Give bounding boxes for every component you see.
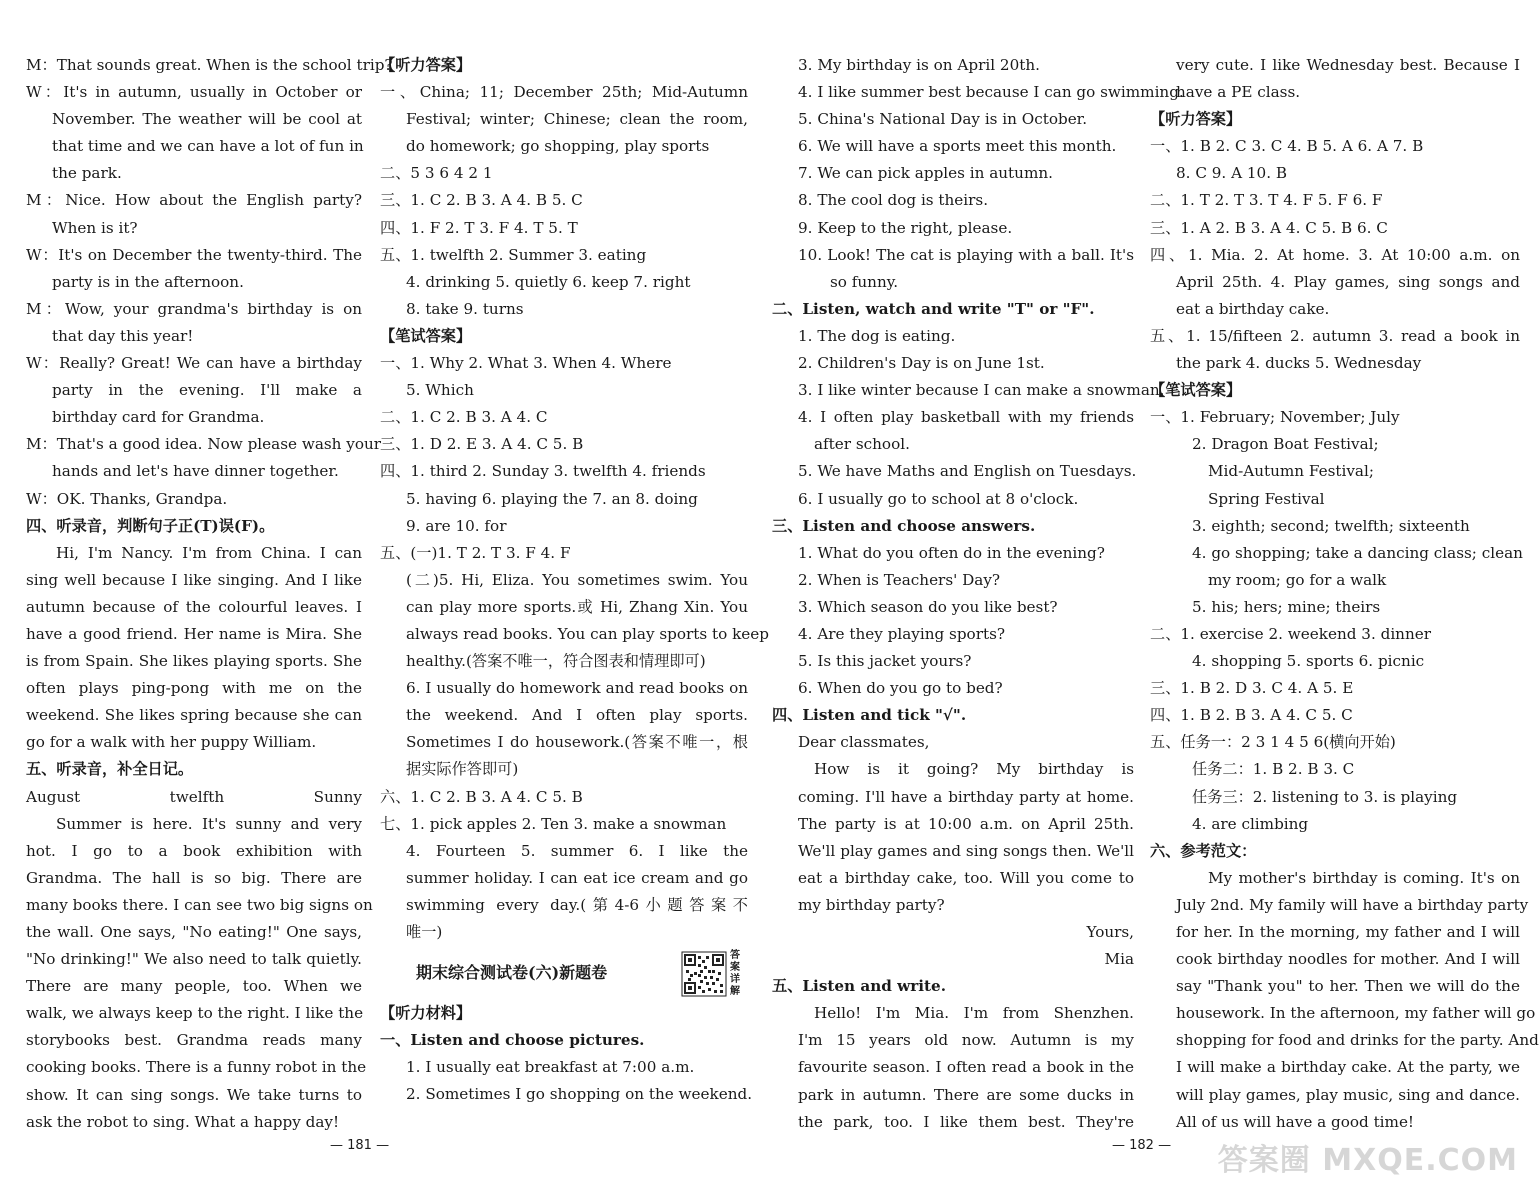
columns.1.lines_after-line: 【听力材料】 (380, 1004, 472, 1023)
columns.2.lines-line: 5. Is this jacket yours? (798, 652, 972, 671)
column-1 (26, 52, 393, 1136)
columns.2.lines-line: Mia (1104, 950, 1134, 969)
columns.0.lines-line: Hi, I'm Nancy. I'm from China. I can (56, 543, 362, 562)
columns.2.lines-line: so funny. (830, 272, 899, 291)
columns.1.lines-line: 唯一) (406, 923, 443, 941)
page-number-right: — 182 — (1112, 1138, 1172, 1153)
columns.0.lines-line: autumn because of the colourful leaves. I (26, 597, 362, 616)
columns.1.lines-line: 8. take 9. turns (406, 299, 524, 318)
columns.3.lines-line: 5. his; hers; mine; theirs (1192, 597, 1381, 616)
columns.3.lines-line: 二、1. exercise 2. weekend 3. dinner (1150, 624, 1431, 643)
columns.2.lines-line: 3. My birthday is on April 20th. (798, 56, 1040, 74)
columns.2.lines-line: 三、Listen and choose answers. (772, 516, 1036, 535)
columns.2.lines-line: 10. Look! The cat is playing with a ball. It's (798, 245, 1134, 264)
columns.2.lines-line: park in autumn. There are some ducks in (798, 1085, 1134, 1104)
columns.0.lines-line: show. It can sing songs. We take turns to (26, 1085, 362, 1104)
columns.1.lines_after-line: 一、Listen and choose pictures. (380, 1031, 645, 1050)
columns.0.lines-line: many books there. I can see two big signs on (26, 895, 373, 914)
columns.0.lines-line: that time and we can have a lot of fun in (52, 137, 364, 156)
columns.1.lines-line: do homework; go shopping, play sports (406, 137, 710, 156)
columns.0.lines-line: M：That's a good idea. Now please wash your (26, 435, 382, 454)
section-title (380, 946, 748, 1000)
columns.0.lines-line: have a good friend. Her name is Mira. She (26, 624, 362, 643)
columns.0.lines-line: sing well because I like singing. And I like (26, 570, 362, 589)
columns.3.lines-line: 4. are climbing (1192, 814, 1309, 833)
column-3 (772, 52, 1184, 1136)
columns.3.lines-line: will play games, play music, sing and dance. (1176, 1085, 1520, 1104)
columns.3.lines-line: 8. C 9. A 10. B (1176, 164, 1288, 183)
columns.1.lines-line: 五、(一)1. T 2. T 3. F 4. F (380, 543, 571, 562)
columns.1.lines-line: 5. having 6. playing the 7. an 8. doing (406, 489, 698, 508)
columns.1.lines-line: 4. drinking 5. quietly 6. keep 7. right (406, 272, 691, 291)
columns.1.lines-line: 五、1. twelfth 2. Summer 3. eating (380, 245, 647, 264)
columns.1.lines-line: 【笔试答案】 (380, 326, 472, 345)
qr-code-icon (682, 952, 726, 996)
columns.1.lines-line: Festival; winter; Chinese; clean the room, (406, 110, 748, 129)
columns.1.lines-line: can play more sports.或 Hi, Zhang Xin. You (406, 597, 748, 616)
columns.0.lines-line: storybooks best. Grandma reads many (26, 1031, 362, 1050)
columns.1.lines-line: 9. are 10. for (406, 516, 507, 535)
columns.3.lines-line: 二、1. T 2. T 3. T 4. F 5. F 6. F (1150, 191, 1383, 210)
columns.1.lines-line: healthy.(答案不唯一，符合图表和情理即可) (406, 652, 706, 671)
columns.2.lines-line: Yours, (1086, 923, 1134, 941)
columns.3.lines-line: I will make a birthday cake. At the party, we (1176, 1058, 1520, 1077)
column-4 (1150, 52, 1539, 1136)
columns.2.lines-line: after school. (814, 435, 910, 454)
columns.2.lines-line: the park, too. I like them best. They're (798, 1112, 1134, 1131)
columns.1.lines-line: 四、1. third 2. Sunday 3. twelfth 4. friends (380, 462, 706, 481)
columns.3.lines-line: My mother's birthday is coming. It's on (1208, 868, 1520, 887)
columns.1.lines-line: 二、5 3 6 4 2 1 (380, 164, 493, 183)
columns.1.lines-line: 一、China; 11; December 25th; Mid-Autumn (380, 83, 748, 102)
columns.1.lines-line: 【听力答案】 (380, 56, 472, 74)
columns.3.lines-line: 五、任务一：2 3 1 4 5 6(横向开始) (1150, 733, 1396, 752)
columns.1.lines-line: 6. I usually do homework and read books on (406, 679, 748, 698)
columns.2.lines-line: How is it going? My birthday is (814, 760, 1134, 779)
columns.0.lines-line: August twelfth Sunny (26, 787, 362, 806)
columns.2.lines-line: 6. When do you go to bed? (798, 679, 1003, 698)
columns.1.lines-line: 三、1. C 2. B 3. A 4. B 5. C (380, 191, 583, 210)
columns.1.lines_after-line: 2. Sometimes I go shopping on the weekend. (406, 1085, 753, 1104)
columns.3.lines-line: 一、1. B 2. C 3. C 4. B 5. A 6. A 7. B (1150, 137, 1424, 156)
columns.0.lines-line: 四、听录音，判断句子正(T)误(F)。 (26, 516, 275, 535)
section-title-text: 期末综合测试卷(六)新题卷 (416, 963, 608, 983)
columns.0.lines-line: that day this year! (52, 326, 194, 345)
columns.0.lines-line: go for a walk with her puppy William. (26, 733, 317, 752)
columns.1.lines-line: (二)5. Hi, Eliza. You sometimes swim. You (406, 570, 748, 589)
columns.1.lines-line: Sometimes I do housework.(答案不唯一，根 (406, 733, 748, 752)
page-number-left: — 181 — (330, 1138, 390, 1153)
columns.0.lines-line: ask the robot to sing. What a happy day! (26, 1112, 340, 1131)
columns.3.lines-line: 三、1. A 2. B 3. A 4. C 5. B 6. C (1150, 218, 1388, 237)
columns.2.lines-line: 四、Listen and tick "√". (772, 706, 967, 725)
columns.2.lines-line: 7. We can pick apples in autumn. (798, 164, 1053, 183)
columns.0.lines-line: party is in the afternoon. (52, 272, 244, 291)
columns.3.lines-line: say "Thank you" to her. Then we will do the (1176, 977, 1520, 996)
columns.0.lines-line: walk, we always keep to the right. I like the (26, 1004, 364, 1023)
columns.0.lines-line: birthday card for Grandma. (52, 408, 265, 427)
columns.2.lines-line: 4. Are they playing sports? (798, 624, 1006, 643)
columns.2.lines-line: 五、Listen and write. (772, 977, 946, 996)
columns.2.lines-line: 5. China's National Day is in October. (798, 110, 1088, 129)
columns.2.lines-line: 6. We will have a sports meet this month. (798, 137, 1117, 156)
columns.0.lines-line: party in the evening. I'll make a (52, 381, 362, 400)
columns.3.lines-line: the park 4. ducks 5. Wednesday (1176, 354, 1422, 373)
watermark: 答案圈 MXQE.COM (1217, 1143, 1518, 1178)
columns.2.lines-line: favourite season. I often read a book in the (798, 1058, 1134, 1077)
columns.0.lines-line: W：It's on December the twenty-third. The (26, 245, 362, 264)
columns.3.lines-line: very cute. I like Wednesday best. Because I (1176, 56, 1520, 74)
columns.3.lines-line: 2. Dragon Boat Festival; (1192, 435, 1379, 454)
columns.0.lines-line: weekend. She likes spring because she can (26, 706, 362, 725)
columns.1.lines_after-line: 1. I usually eat breakfast at 7:00 a.m. (406, 1058, 695, 1077)
columns.3.lines-line: 【听力答案】 (1150, 110, 1242, 129)
columns.1.lines-line: summer holiday. I can eat ice cream and go (406, 868, 748, 887)
columns.0.lines-line: There are many people, too. When we (26, 977, 362, 996)
columns.2.lines-line: 5. We have Maths and English on Tuesdays. (798, 462, 1137, 481)
columns.2.lines-line: 4. I often play basketball with my friends (798, 408, 1134, 427)
columns.1.lines-line: swimming every day.(第4-6小题答案不 (406, 895, 748, 914)
columns.1.lines-line: 四、1. F 2. T 3. F 4. T 5. T (380, 218, 578, 237)
columns.3.lines-line: 五、1. 15/fifteen 2. autumn 3. read a book in (1150, 326, 1520, 345)
columns.3.lines-line: my room; go for a walk (1208, 570, 1387, 589)
columns.3.lines-line: April 25th. 4. Play games, sing songs and (1176, 272, 1520, 291)
columns.2.lines-line: eat a birthday cake, too. Will you come to (798, 868, 1134, 887)
columns.1.lines-line: 七、1. pick apples 2. Ten 3. make a snowman (380, 814, 727, 833)
columns.0.lines-line: Summer is here. It's sunny and very (56, 814, 362, 833)
columns.3.lines-line: 任务三：2. listening to 3. is playing (1192, 787, 1458, 806)
columns.2.lines-line: The party is at 10:00 a.m. on April 25th. (798, 814, 1134, 833)
columns.0.lines-line: November. The weather will be cool at (52, 110, 362, 129)
columns.2.lines-line: I'm 15 years old now. Autumn is my (798, 1031, 1134, 1050)
columns.2.lines-line: 3. I like winter because I can make a snowman. (798, 381, 1165, 400)
columns.2.lines-line: Hello! I'm Mia. I'm from Shenzhen. (814, 1004, 1134, 1023)
columns.2.lines-line: We'll play games and sing songs then. We'll (798, 841, 1134, 860)
columns.3.lines-line: 四、1. B 2. B 3. A 4. C 5. C (1150, 706, 1353, 725)
columns.3.lines-line: 四、1. Mia. 2. At home. 3. At 10:00 a.m. on (1150, 245, 1520, 264)
columns.1.lines-line: 三、1. D 2. E 3. A 4. C 5. B (380, 435, 584, 454)
columns.3.lines-line: 六、参考范文： (1150, 841, 1257, 860)
columns.1.lines-line: 一、1. Why 2. What 3. When 4. Where (380, 354, 672, 373)
columns.1.lines-line: 据实际作答即可) (406, 760, 519, 779)
columns.2.lines-line: 9. Keep to the right, please. (798, 218, 1013, 237)
column-2 (380, 52, 769, 1108)
columns.3.lines-line: Spring Festival (1208, 489, 1325, 508)
columns.3.lines-line: 任务二：1. B 2. B 3. C (1192, 760, 1355, 779)
columns.0.lines-line: cooking books. There is a funny robot in the (26, 1058, 367, 1077)
columns.0.lines-line: hands and let's have dinner together. (52, 462, 339, 481)
columns.3.lines-line: 4. go shopping; take a dancing class; clean (1192, 543, 1523, 562)
columns.2.lines-line: Dear classmates, (798, 733, 930, 752)
columns.0.lines-line: is from Spain. She likes playing sports. She (26, 652, 362, 671)
columns.0.lines-line: the wall. One says, "No eating!" One says, (26, 923, 362, 941)
columns.0.lines-line: When is it? (52, 218, 138, 237)
columns.3.lines-line: 三、1. B 2. D 3. C 4. A 5. E (1150, 679, 1354, 698)
columns.3.lines-line: 【笔试答案】 (1150, 381, 1242, 400)
columns.3.lines-line: have a PE class. (1176, 83, 1301, 102)
columns.2.lines-line: 2. Children's Day is on June 1st. (798, 354, 1045, 373)
columns.1.lines-line: 4. Fourteen 5. summer 6. I like the (406, 841, 748, 860)
columns.0.lines-line: M：Wow, your grandma's birthday is on (26, 299, 362, 318)
columns.3.lines-line: All of us will have a good time! (1176, 1112, 1415, 1131)
columns.3.lines-line: shopping for food and drinks for the party. And (1176, 1031, 1539, 1050)
columns.2.lines-line: my birthday party? (798, 895, 945, 914)
columns.0.lines-line: the park. (52, 164, 122, 183)
columns.2.lines-line: coming. I'll have a birthday party at home. (798, 787, 1134, 806)
columns.2.lines-line: 4. I like summer best because I can go swimming. (798, 83, 1184, 102)
columns.0.lines-line: 五、听录音，补全日记。 (26, 760, 194, 779)
columns.1.lines-line: the weekend. And I often play sports. (406, 706, 748, 725)
columns.1.lines-line: 六、1. C 2. B 3. A 4. C 5. B (380, 787, 583, 806)
columns.0.lines-line: "No drinking!" We also need to talk quietly. (26, 950, 362, 969)
columns.0.lines-line: Grandma. The hall is so big. There are (26, 868, 362, 887)
columns.3.lines-line: 一、1. February; November; July (1150, 408, 1400, 427)
columns.2.lines-line: 8. The cool dog is theirs. (798, 191, 989, 210)
columns.0.lines-line: M：That sounds great. When is the school trip? (26, 56, 393, 74)
columns.0.lines-line: hot. I go to a book exhibition with (26, 841, 362, 860)
columns.3.lines-line: July 2nd. My family will have a birthday party (1176, 895, 1529, 914)
columns.3.lines-line: housework. In the afternoon, my father will go (1176, 1004, 1536, 1023)
columns.0.lines-line: M：Nice. How about the English party? (26, 191, 362, 210)
columns.3.lines-line: 3. eighth; second; twelfth; sixteenth (1192, 516, 1470, 535)
columns.2.lines-line: 6. I usually go to school at 8 o'clock. (798, 489, 1079, 508)
columns.2.lines-line: 2. When is Teachers' Day? (798, 570, 1001, 589)
columns.2.lines-line: 3. Which season do you like best? (798, 597, 1058, 616)
columns.2.lines-line: 二、Listen, watch and write "T" or "F". (772, 299, 1095, 318)
columns.0.lines-line: W：OK. Thanks, Grandpa. (26, 489, 228, 508)
columns.3.lines-line: for her. In the morning, my father and I will (1176, 923, 1520, 941)
columns.0.lines-line: often plays ping-pong with me on the (26, 679, 362, 698)
columns.3.lines-line: Mid-Autumn Festival; (1208, 462, 1374, 481)
columns.1.lines-line: 5. Which (406, 381, 474, 400)
columns.3.lines-line: eat a birthday cake. (1176, 299, 1330, 318)
columns.2.lines-line: 1. The dog is eating. (798, 326, 956, 345)
columns.0.lines-line: W：Really? Great! We can have a birthday (26, 354, 362, 373)
columns.0.lines-line: W：It's in autumn, usually in October or (26, 83, 362, 102)
columns.3.lines-line: cook birthday noodles for mother. And I will (1176, 950, 1520, 969)
columns.1.lines-line: always read books. You can play sports to keep (406, 624, 769, 643)
columns.2.lines-line: 1. What do you often do in the evening? (798, 543, 1105, 562)
columns.3.lines-line: 4. shopping 5. sports 6. picnic (1192, 652, 1425, 671)
qr-label: 答案详解 (730, 950, 740, 998)
columns.1.lines-line: 二、1. C 2. B 3. A 4. C (380, 408, 548, 427)
